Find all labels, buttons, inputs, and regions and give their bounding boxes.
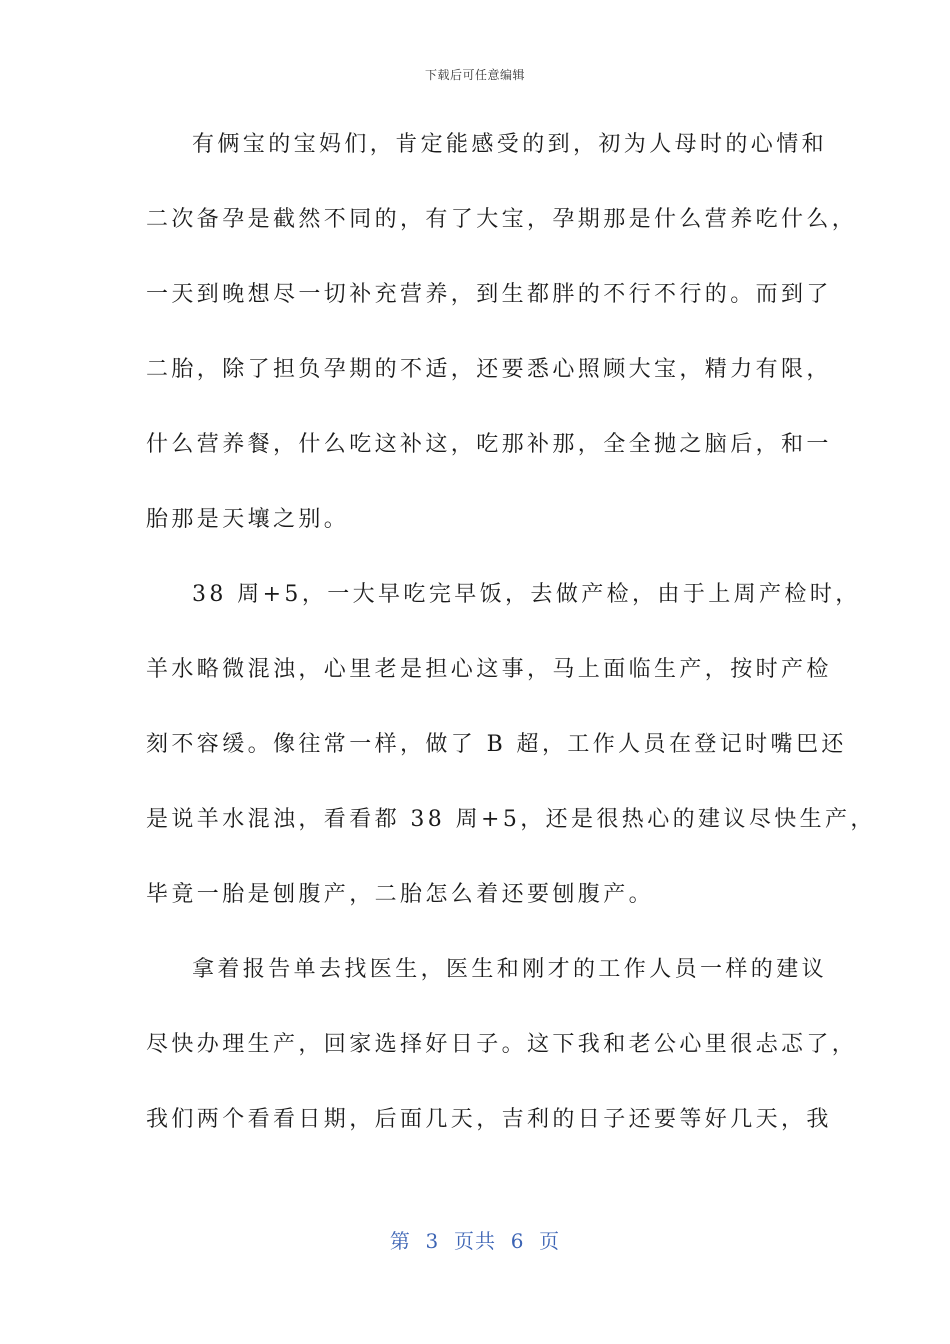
paragraph-line: 一天到晚想尽一切补充营养，到生都胖的不行不行的。而到了 [146,282,832,307]
page-number-footer: 第 3 页共 6 页 [389,1229,561,1253]
paragraph-line: 是说羊水混浊，看看都 38 周+5，还是很热心的建议尽快生产， [146,807,876,832]
paragraph-line: 二次备孕是截然不同的，有了大宝，孕期那是什么营养吃什么， [146,207,858,232]
paragraph-line: 刻不容缓。像往常一样，做了 B 超，工作人员在登记时嘴巴还 [146,732,847,757]
paragraph-line: 胎那是天壤之别。 [146,507,350,532]
paragraph-line: 拿着报告单去找医生，医生和刚才的工作人员一样的建议 [192,957,828,982]
paragraph-line: 什么营养餐，什么吃这补这，吃那补那，全全抛之脑后，和一 [146,432,832,457]
paragraph-line: 尽快办理生产，回家选择好日子。这下我和老公心里很忐忑了， [146,1032,858,1057]
paragraph-line: 38 周+5，一大早吃完早饭，去做产检，由于上周产检时， [192,582,861,607]
page-header: 下载后可任意编辑 [424,68,525,82]
paragraph-line: 有俩宝的宝妈们，肯定能感受的到，初为人母时的心情和 [192,132,828,157]
paragraph-line: 我们两个看看日期，后面几天，吉利的日子还要等好几天，我 [146,1107,832,1132]
paragraph-line: 羊水略微混浊，心里老是担心这事，马上面临生产，按时产检 [146,657,832,682]
paragraph-line: 毕竟一胎是刨腹产，二胎怎么着还要刨腹产。 [146,882,655,907]
paragraph-line: 二胎，除了担负孕期的不适，还要悉心照顾大宝，精力有限， [146,357,832,382]
document-body [146,125,876,1175]
